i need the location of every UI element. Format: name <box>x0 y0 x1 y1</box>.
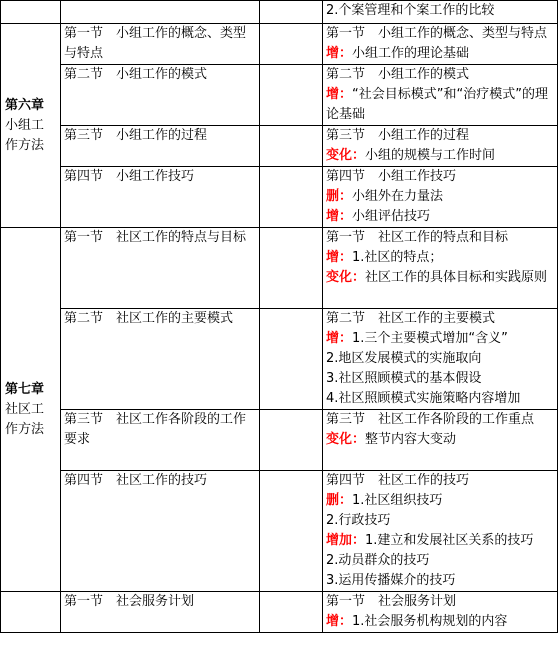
change-line: 小组的规模与工作时间 <box>365 148 496 163</box>
gap-column <box>260 1 323 24</box>
gap-column <box>260 24 323 65</box>
table-row <box>1 410 558 471</box>
table-row <box>1 309 558 410</box>
change-line: 2.动员群众的技巧 <box>326 553 430 568</box>
table-row <box>1 126 558 167</box>
change-tag: 变化： <box>326 148 366 163</box>
change-line: 1.社区的特点； <box>352 250 443 265</box>
change-line: 1.三个主要模式增加“含义” <box>352 331 508 346</box>
change-line: 社区工作的具体目标和实践原则 <box>365 270 548 285</box>
old-section-cell <box>61 309 260 410</box>
table-row <box>1 228 558 309</box>
old-section-title: 第二节 社区工作的主要模式 <box>64 311 234 326</box>
change-tag: 删： <box>326 189 353 204</box>
table-row <box>1 592 558 633</box>
change-line: 小组评估技巧 <box>352 209 431 224</box>
new-section-title: 第一节 社会服务计划 <box>326 594 457 609</box>
old-section-title: 第三节 小组工作的过程 <box>64 128 208 143</box>
new-section-title: 第一节 小组工作的概念、类型与特点 <box>326 26 548 41</box>
change-tag: 变化： <box>326 432 366 447</box>
gap-column <box>260 309 323 410</box>
gap-column <box>260 592 323 633</box>
new-section-cell <box>323 592 558 633</box>
new-section-title: 第一节 社区工作的特点和目标 <box>326 230 509 245</box>
chapter-number: 第七章 <box>5 381 45 397</box>
new-section-cell <box>323 167 558 228</box>
change-line: 3.运用传播媒介的技巧 <box>326 573 456 588</box>
change-tag: 删： <box>326 493 353 508</box>
chapter-number: 第六章 <box>5 97 45 113</box>
old-section-cell <box>61 471 260 592</box>
change-line: “社会目标模式”和“治疗模式”的理论基础 <box>326 87 548 122</box>
gap-column <box>260 410 323 471</box>
new-section-cell <box>323 410 558 471</box>
change-line: 小组工作的理论基础 <box>352 46 470 61</box>
old-section-cell <box>61 65 260 126</box>
new-section-title: 第二节 社区工作的主要模式 <box>326 311 496 326</box>
old-section-cell <box>61 126 260 167</box>
change-line: 1.社会服务机构规划的内容 <box>352 614 508 629</box>
change-line: 3.社区照顾模式的基本假设 <box>326 371 482 386</box>
change-tag: 增： <box>326 209 353 224</box>
chapter-cell <box>1 228 61 592</box>
new-section-title: 第四节 社区工作的技巧 <box>326 473 470 488</box>
change-tag: 增： <box>326 331 353 346</box>
change-line: 2.行政技巧 <box>326 513 391 528</box>
gap-column <box>260 228 323 309</box>
old-section-cell <box>61 410 260 471</box>
change-line: 小组外在力量法 <box>352 189 444 204</box>
old-section-cell <box>61 167 260 228</box>
new-section-title: 第二节 小组工作的模式 <box>326 67 470 82</box>
change-tag: 增： <box>326 46 353 61</box>
old-section-title: 第一节 社会服务计划 <box>64 594 195 609</box>
new-section-title: 第三节 小组工作的过程 <box>326 128 470 143</box>
new-section-cell <box>323 126 558 167</box>
change-line: 1.建立和发展社区关系的技巧 <box>365 533 534 548</box>
chapter-cell-empty <box>1 592 61 633</box>
old-section-title: 第一节 社区工作的特点与目标 <box>64 230 247 245</box>
gap-column <box>260 471 323 592</box>
chapter-cell-empty <box>1 1 61 24</box>
old-section-title: 第一节 小组工作的概念、类型与特点 <box>64 26 247 61</box>
table-row <box>1 167 558 228</box>
gap-column <box>260 126 323 167</box>
table-row <box>1 24 558 65</box>
change-line: 1.社区组织技巧 <box>352 493 443 508</box>
table-row <box>1 1 558 24</box>
gap-column <box>260 167 323 228</box>
change-line: 4.社区照顾模式实施策略内容增加 <box>326 391 521 406</box>
change-tag: 增： <box>326 87 353 102</box>
change-line: 2.个案管理和个案工作的比较 <box>326 3 495 18</box>
table-row <box>1 65 558 126</box>
change-line: 2.地区发展模式的实施取向 <box>326 351 482 366</box>
old-section-title: 第二节 小组工作的模式 <box>64 67 208 82</box>
old-section-empty <box>61 1 260 24</box>
new-section-cell <box>323 228 558 309</box>
chapter-cell <box>1 24 61 228</box>
new-section-cell <box>323 1 558 24</box>
change-tag: 增加： <box>326 533 366 548</box>
new-section-cell <box>323 309 558 410</box>
new-section-cell <box>323 65 558 126</box>
change-tag: 变化： <box>326 270 366 285</box>
chapter-name: 社区工作方法 <box>5 401 45 437</box>
gap-column <box>260 65 323 126</box>
old-section-title: 第三节 社区工作各阶段的工作要求 <box>64 412 247 447</box>
new-section-title: 第四节 小组工作技巧 <box>326 169 457 184</box>
new-section-cell <box>323 24 558 65</box>
change-tag: 增： <box>326 250 353 265</box>
old-section-cell <box>61 228 260 309</box>
new-section-title: 第三节 社区工作各阶段的工作重点 <box>326 412 535 427</box>
old-section-cell <box>61 24 260 65</box>
chapter-name: 小组工作方法 <box>5 117 45 153</box>
table-row <box>1 471 558 592</box>
change-line: 整节内容大变动 <box>365 432 457 447</box>
new-section-cell <box>323 471 558 592</box>
old-section-title: 第四节 社区工作的技巧 <box>64 473 208 488</box>
old-section-cell <box>61 592 260 633</box>
old-section-title: 第四节 小组工作技巧 <box>64 169 195 184</box>
change-tag: 增： <box>326 614 353 629</box>
